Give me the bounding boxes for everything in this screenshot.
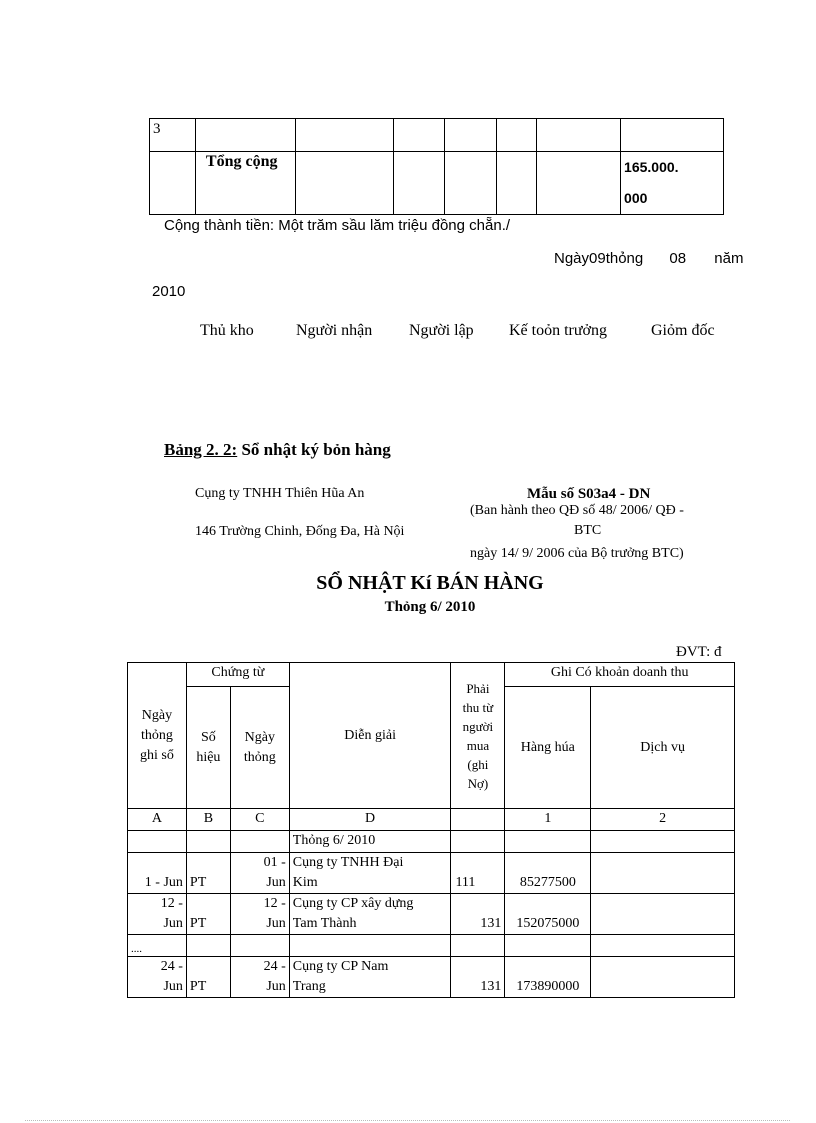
total-amount: 165.000. 000 [621, 152, 724, 215]
table-row: 24 - Jun PT 24 - Jun Cụng ty CP Nam Trang 131 173890000 [128, 957, 735, 998]
unit-label: ĐVT: đ [676, 644, 722, 660]
date-line: Ngày09thỏng 08 năm [554, 250, 744, 267]
header-goods: Hàng húa [505, 687, 591, 809]
company-address: 146 Trường Chinh, Đống Đa, Hà Nội [195, 524, 405, 539]
signature-preparer: Người lập [409, 322, 474, 339]
row-index: 3 [150, 119, 196, 152]
total-row [150, 152, 724, 215]
ledger-period: Thỏng 6/ 2010 [384, 599, 476, 615]
signature-storekeeper: Thủ kho [200, 322, 254, 339]
section-heading: Bảng 2. 2: Sổ nhật ký bỏn hàng [164, 440, 391, 459]
header-services: Dịch vụ [591, 687, 735, 809]
code-c: C [230, 809, 289, 831]
table-row: 12 - Jun PT 12 - Jun Cụng ty CP xây dựng Tam Thành 131 152075000 [128, 894, 735, 935]
receipt-table-tail [149, 118, 724, 215]
company-name: Cụng ty TNHH Thiên Hũa An [195, 486, 365, 501]
form-code: Mẫu số S03a4 - DN [527, 486, 651, 502]
header-voucher-date: Ngày thỏng [230, 687, 289, 809]
header-credit: Ghi Có khoản doanh thu [505, 663, 735, 687]
page-divider [25, 1120, 790, 1121]
signature-director: Giỏm đốc [651, 322, 715, 339]
form-issued-1: (Ban hành theo QĐ số 48/ 2006/ QĐ - [470, 503, 684, 518]
header-receivable: Phải thu từ người mua (ghi Nợ) [451, 663, 505, 809]
amount-in-words: Cộng thành tiền: Một trăm sầu lăm triệu đồng chẵn./ [164, 217, 511, 234]
code-b: B [186, 809, 230, 831]
code-1: 1 [505, 809, 591, 831]
code-a: A [128, 809, 187, 831]
sales-journal-table [127, 662, 735, 998]
period-label: Thỏng 6/ 2010 [289, 831, 451, 853]
period-row [128, 831, 735, 853]
header-voucher: Chứng từ [186, 663, 289, 687]
header-row-1 [128, 663, 735, 687]
signature-receiver: Người nhận [296, 322, 373, 339]
header-description: Diễn giải [289, 663, 451, 809]
code-row [128, 809, 735, 831]
code-d: D [289, 809, 451, 831]
date-year: 2010 [152, 283, 186, 300]
code-blank [451, 809, 505, 831]
table-row: 1 - Jun PT 01 - Jun Cụng ty TNHH Đại Kim 111 85277500 [128, 853, 735, 894]
total-label: Tổng cộng [195, 152, 295, 215]
header-date: Ngày thỏng ghi sổ [128, 663, 187, 809]
signature-chief-accountant: Kế toỏn trưởng [509, 322, 608, 339]
table-row: .... [128, 935, 735, 957]
form-issued-3: ngày 14/ 9/ 2006 của Bộ trưởng BTC) [470, 546, 684, 561]
header-voucher-no: Số hiệu [186, 687, 230, 809]
code-2: 2 [591, 809, 735, 831]
table-row [150, 119, 724, 152]
ledger-title: SỔ NHẬT Kí BÁN HÀNG [316, 572, 544, 594]
form-issued-2: BTC [574, 523, 602, 538]
